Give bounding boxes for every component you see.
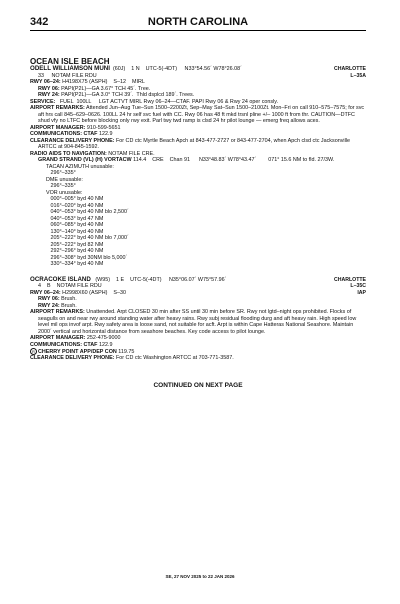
clearance-text: For CD ctc Washington ARTCC at 703-771-3587. [114,355,234,362]
rwy24-label: RWY 24: [38,92,60,98]
airport-id-line: (W95) 1 E UTC-5(-4DT) N35°06.07´ W75°57.96´ [90,276,227,283]
list-item: VOR unusable: [46,189,83,196]
page [30,16,366,389]
notam-line: 33 NOTAM FILE RDU [38,72,97,79]
chart-label-2: L–35C [350,283,366,289]
navaid-label: RADIO AIDS TO NAVIGATION: [30,150,107,157]
navaid-text: NOTAM FILE CRE. [106,150,155,157]
airport-name: OCRACOKE ISLAND [30,275,91,283]
comm-text: 122.9 [97,341,113,348]
list-item: 205°–222° byd 82 NM [46,241,104,248]
chart-label: CHARLOTTE [334,276,366,283]
approach-text: 119.75 [116,348,135,355]
list-item: 296°–335° [46,170,76,176]
manager-label: AIRPORT MANAGER: [30,124,86,131]
remarks-label: AIRPORT REMARKS: [30,105,85,111]
rwy06-label: RWY 06: [38,296,60,302]
list-item: 040°–053° byd 47 NM [46,215,104,222]
remarks-text: Unattended. Arpt CLOSED 30 min after SS until 30 min before SR. Rwy not lgtd–night ops prohibited. Flocks of seagulls on and near rwy around standing water after heavy rains. Rwy subj residual flooding durg and aft heavy rain. High speed low level mil ops invof arpt. Rwy safety area is loose sand, not suitable for acft. Arpt is within Cape Hatteras National Seashore. Maintain 2000´ vertical and horizontal distance from seashore beaches. Key code access to pilot lounge. [38,309,357,335]
rwy06-label: RWY 06: [38,85,60,92]
airport-name: ODELL WILLIAMSON MUNI [30,65,110,72]
rwy-text: H4198X75 (ASPH) S–12 MIRL [60,79,145,85]
rwy-text: H2998X60 (ASPH) S–30 [60,289,126,296]
rwy24-text: Brush. [59,302,77,309]
rwy06-text: PAPI(P2L)—GA 3.67° TCH 45´. Tree. [59,85,151,92]
comm-label: COMMUNICATIONS: CTAF [30,131,98,137]
list-item: 040°–053° byd 40 NM blo 2,500´ [46,209,129,215]
chart-label-2: L–35A [350,72,366,79]
comm-label: COMMUNICATIONS: CTAF [30,341,98,348]
remarks-label: AIRPORT REMARKS: [30,309,85,315]
rwy-label: RWY 06–24: [30,289,61,296]
vortac-label: GRAND STRAND (VL) (H) VORTACW [38,157,132,163]
clearance-text: For CD ctc Myrtle Beach Apch at 843-477-2727 or 843-477-2704, when Apch clsd ctc Jacksonville ARTCC at 904-845-1592. [38,137,350,150]
remarks-text: Attended Jun–Aug Tue–Sun 1500–2200Zt, Sep–May Sat–Sun 1500–2100Zt. Mon–Fri on call 910–575–7575; for svc aft hrs call 845–629–0626. 100LL 24 hr self svc fuel with CC. Rwy 06 has 48 ft mkd trsnl pline +/– 1000 ft from thr. CAUTION—DTFC shud vfy no LTFC before blocking only rwy exit. Parl twy twd ramp is clsd 24 hr pilot lounge — emerg freq allows aces. [38,105,365,124]
state-title: NORTH CAROLINA [147,16,249,28]
effective-date-footer: SE, 27 NOV 2025 to 22 JAN 2026 [165,574,235,579]
page-header [30,16,366,31]
radar-circle-icon: R [30,348,37,355]
service-text: FUEL 100LL LGT ACTVT MIRL Rwy 06–24—CTAF. PAPI Rwy 06 & Rwy 24 oper consly. [55,98,279,105]
airport-entry-ocracoke [30,277,366,362]
airport-entry-odell [30,66,366,268]
chart-label: CHARLOTTE [334,66,366,72]
clearance-label: CLEARANCE DELIVERY PHONE: [30,355,115,362]
rwy24-text: PAPI(P2L)—GA 3.0° TCH 39´. Thld dsplcd 189´. Trees. [59,92,195,98]
list-item: 296°–308° byd 30NM blo 5,000´ [46,254,128,261]
notam-line: 4 B NOTAM FILE RDU [38,283,102,289]
list-item: 130°–140° byd 40 NM [46,228,104,235]
list-item: 330°–334° byd 40 NM [46,261,104,267]
iap-label: IAP [357,289,366,296]
continued-notice: CONTINUED ON NEXT PAGE [153,381,243,389]
list-item: 292°–296° byd 40 NM [46,248,104,254]
list-item: TACAN AZIMUTH unusable: [46,163,114,170]
vortac-text: 114.4 CRE Chan 91 N33°48.83´ W78°43.47´ 071° 15.6 NM to fld. 27/3W. [131,157,335,163]
list-item: 000°–005° byd 40 NM [46,196,104,202]
list-item: 016°–020° byd 40 NM [46,202,104,209]
list-item: 205°–222° byd 40 NM blo 7,000´ [46,235,129,241]
rwy-label: RWY 06–24: [30,79,61,85]
clearance-label: CLEARANCE DELIVERY PHONE: [30,137,115,144]
comm-text: 122.9 [97,131,113,137]
rwy24-label: RWY 24: [38,302,60,309]
city-heading: OCEAN ISLE BEACH [30,57,110,66]
airport-id-line: (60J) 1 N UTC-5(-4DT) N33°54.56´ W78°26.08´ [109,66,242,72]
manager-text: 910-599-5651 [85,124,121,131]
rwy06-text: Brush. [59,296,77,302]
list-item: 296°–335° [46,183,76,189]
page-number: 342 [30,16,49,28]
manager-label: AIRPORT MANAGER: [30,335,86,341]
approach-label: CHERRY POINT APP/DEP CON [38,348,117,355]
manager-text: 252-475-9000 [85,335,121,341]
unusable-list [30,164,366,268]
list-item: DME unusable: [46,176,83,183]
service-label: SERVICE: [30,98,56,105]
list-item: 060°–085° byd 40 NM [46,222,104,228]
